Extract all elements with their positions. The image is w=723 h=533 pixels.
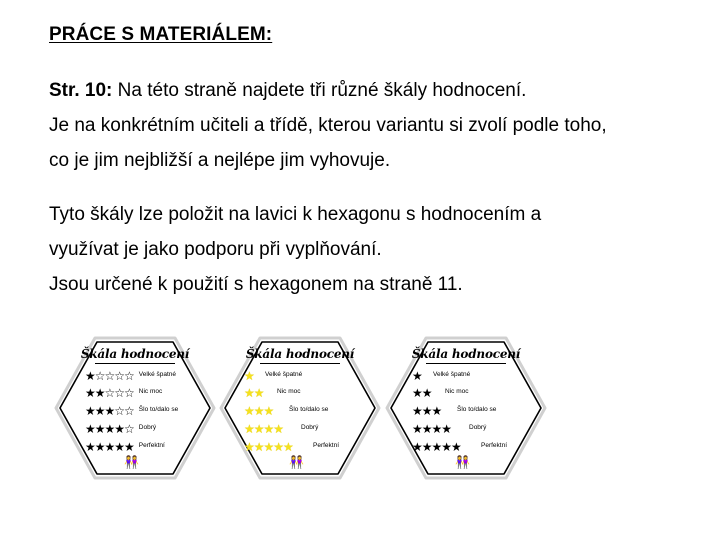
star-icon: ★★★☆☆ bbox=[85, 403, 134, 418]
rating-label: Nic moc bbox=[277, 388, 301, 396]
card-title: Škála hodnocení bbox=[80, 347, 190, 361]
rating-label: Šlo to/dalo se bbox=[457, 406, 497, 414]
rating-row bbox=[244, 367, 302, 384]
rating-label: Šlo to/dalo se bbox=[138, 406, 179, 414]
star-icon: ★★★★ bbox=[412, 421, 452, 436]
star-icon: ★★★ bbox=[244, 403, 274, 418]
children-figures-icon: 👭 bbox=[124, 455, 138, 469]
rating-row bbox=[85, 402, 178, 419]
star-icon: ★★★★★ bbox=[412, 439, 461, 454]
star-icon: ★★☆☆☆ bbox=[85, 385, 134, 400]
heading: PRÁCE S MATERIÁLEM: bbox=[49, 24, 273, 45]
rating-scale-card-3 bbox=[386, 337, 546, 479]
card-title-divider bbox=[426, 363, 506, 364]
rating-row bbox=[244, 402, 328, 419]
star-icon: ★★ bbox=[412, 385, 432, 400]
rating-row bbox=[244, 438, 339, 455]
children-figures-icon: 👭 bbox=[289, 455, 303, 469]
rating-row bbox=[412, 420, 486, 437]
rating-row bbox=[85, 438, 165, 455]
rating-label: Perfektní bbox=[138, 442, 165, 450]
paragraph-intro-line-1 bbox=[49, 73, 607, 108]
paragraph-usage-line-3: Jsou určené k použití s hexagonem na straně 11. bbox=[49, 274, 463, 295]
star-icon: ★★★★★ bbox=[85, 439, 134, 454]
paragraph-intro bbox=[49, 73, 607, 178]
card-title: Škála hodnocení bbox=[411, 347, 521, 361]
paragraph-intro-line-2: Je na konkrétním učiteli a třídě, kterou variantu si zvolí podle toho, bbox=[49, 115, 607, 136]
paragraph-intro-line-1-text: Na této straně najdete tři různé škály hodnocení. bbox=[112, 80, 527, 101]
rating-row bbox=[412, 438, 507, 455]
rating-row bbox=[244, 384, 300, 401]
rating-label: Nic moc bbox=[138, 388, 163, 396]
rating-row bbox=[412, 367, 470, 384]
rating-scale-card-1 bbox=[55, 337, 215, 479]
rating-scale-card-2 bbox=[220, 337, 380, 479]
rating-label: Dobrý bbox=[301, 424, 319, 432]
children-figures-icon: 👭 bbox=[455, 455, 469, 469]
rating-label: Velké špatné bbox=[138, 371, 177, 379]
page-reference: Str. 10: bbox=[49, 80, 113, 101]
rating-label: Velké špatné bbox=[265, 371, 303, 379]
star-icon: ★★★★ bbox=[244, 421, 284, 436]
rating-label: Dobrý bbox=[138, 424, 157, 432]
paragraph-usage bbox=[49, 197, 541, 302]
star-icon: ★ bbox=[412, 368, 422, 383]
card-title-divider bbox=[260, 363, 340, 364]
card-title-divider bbox=[95, 363, 175, 364]
rating-row bbox=[244, 420, 318, 437]
card-title: Škála hodnocení bbox=[245, 347, 355, 361]
paragraph-intro-line-3: co je jim nejbližší a nejlépe jim vyhovuje. bbox=[49, 150, 391, 171]
rating-label: Perfektní bbox=[313, 442, 340, 450]
rating-label: Šlo to/dalo se bbox=[289, 406, 329, 414]
star-icon: ★★ bbox=[244, 385, 264, 400]
rating-label: Dobrý bbox=[469, 424, 487, 432]
star-icon: ★ bbox=[244, 368, 254, 383]
rating-label: Velké špatné bbox=[433, 371, 471, 379]
star-icon: ★★★ bbox=[412, 403, 442, 418]
rating-label: Nic moc bbox=[445, 388, 469, 396]
rating-row bbox=[85, 420, 156, 437]
rating-row bbox=[412, 402, 496, 419]
rating-row bbox=[85, 384, 162, 401]
star-icon: ★☆☆☆☆ bbox=[85, 368, 134, 383]
star-icon: ★★★★☆ bbox=[85, 421, 134, 436]
rating-label: Perfektní bbox=[481, 442, 508, 450]
paragraph-usage-line-2: využívat je jako podporu při vyplňování. bbox=[49, 239, 382, 260]
paragraph-usage-line-1: Tyto škály lze položit na lavici k hexagonu s hodnocením a bbox=[49, 204, 542, 225]
rating-row bbox=[85, 367, 176, 384]
star-icon: ★★★★★ bbox=[244, 439, 293, 454]
rating-row bbox=[412, 384, 468, 401]
